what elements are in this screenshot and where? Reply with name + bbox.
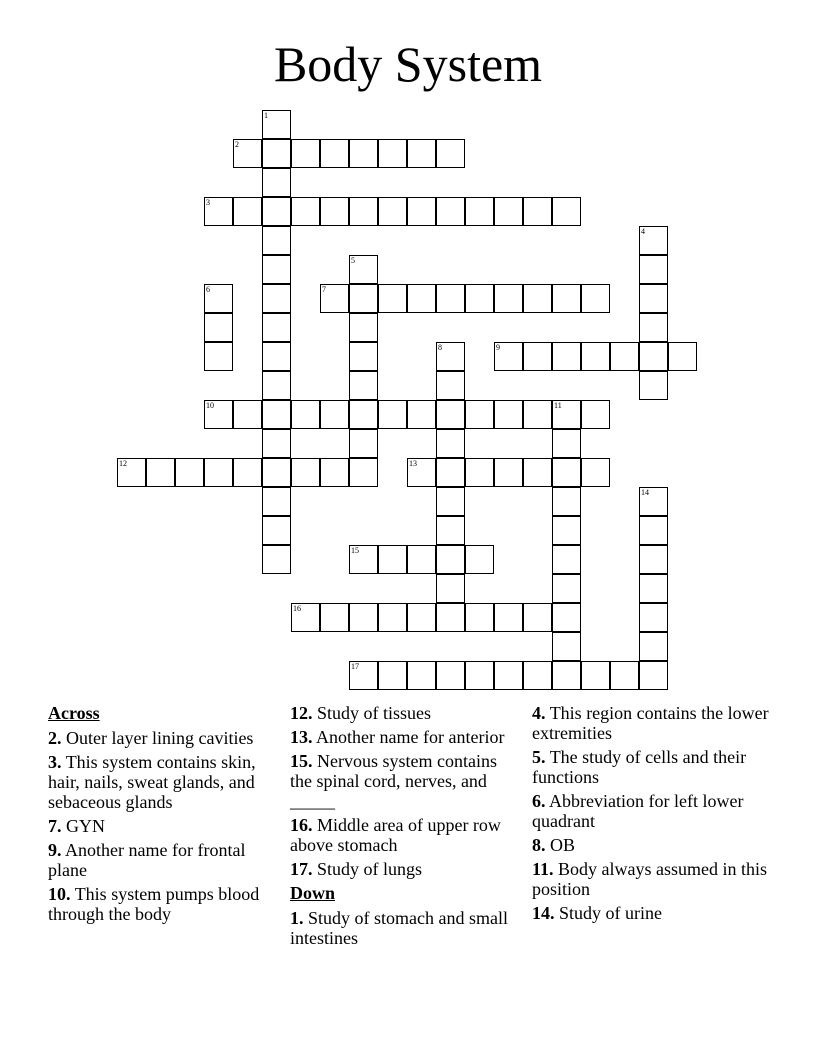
grid-cell[interactable] (378, 661, 407, 690)
grid-cell[interactable] (494, 400, 523, 429)
clue-down-8: 8. OB (532, 835, 576, 855)
grid-cell[interactable] (407, 400, 436, 429)
grid-cell[interactable] (639, 603, 668, 632)
grid-cell[interactable] (262, 371, 291, 400)
grid-cell[interactable] (262, 168, 291, 197)
grid-cell[interactable] (262, 516, 291, 545)
clue-number: 6 (206, 285, 210, 294)
grid-cell[interactable] (523, 603, 552, 632)
grid-cell[interactable] (552, 487, 581, 516)
clue-number: 15 (351, 546, 359, 555)
grid-cell[interactable] (204, 342, 233, 371)
clue-number: 17 (351, 662, 359, 671)
grid-cell[interactable] (291, 139, 320, 168)
grid-cell[interactable] (204, 458, 233, 487)
grid-cell[interactable] (262, 429, 291, 458)
grid-cell[interactable] (378, 197, 407, 226)
clue-down-14: 14. Study of urine (532, 903, 662, 923)
grid-cell[interactable] (175, 458, 204, 487)
grid-cell[interactable] (262, 255, 291, 284)
clue-number: 5 (351, 256, 355, 265)
grid-cell[interactable] (378, 284, 407, 313)
grid-cell[interactable] (639, 342, 668, 371)
clue-across-2: 2. Outer layer lining cavities (48, 728, 254, 748)
grid-cell[interactable] (465, 284, 494, 313)
grid-cell[interactable] (204, 400, 233, 429)
grid-cell[interactable] (349, 661, 378, 690)
grid-cell[interactable] (320, 458, 349, 487)
clue-number: 8 (438, 343, 442, 352)
clue-number: 11 (554, 401, 562, 410)
grid-cell[interactable] (552, 574, 581, 603)
grid-cell[interactable] (610, 342, 639, 371)
clue-column-3 (532, 703, 772, 927)
grid-cell[interactable] (204, 313, 233, 342)
grid-cell[interactable] (552, 516, 581, 545)
grid-cell[interactable] (407, 458, 436, 487)
grid-cell[interactable] (436, 661, 465, 690)
grid-cell[interactable] (262, 284, 291, 313)
grid-cell[interactable] (378, 400, 407, 429)
grid-cell[interactable] (291, 458, 320, 487)
grid-cell[interactable] (494, 197, 523, 226)
down-heading: Down (290, 883, 336, 903)
grid-cell[interactable] (291, 197, 320, 226)
grid-cell[interactable] (639, 313, 668, 342)
grid-cell[interactable] (639, 487, 668, 516)
grid-cell[interactable] (436, 545, 465, 574)
clue-across-15: 15. Nervous system contains the spinal cord, nerves, and _____ (290, 751, 497, 811)
grid-cell[interactable] (349, 458, 378, 487)
grid-cell[interactable] (523, 284, 552, 313)
grid-cell[interactable] (233, 197, 262, 226)
grid-cell[interactable] (552, 458, 581, 487)
grid-cell[interactable] (320, 197, 349, 226)
grid-cell[interactable] (465, 197, 494, 226)
grid-cell[interactable] (436, 197, 465, 226)
grid-cell[interactable] (349, 545, 378, 574)
grid-cell[interactable] (349, 255, 378, 284)
grid-cell[interactable] (552, 603, 581, 632)
grid-cell[interactable] (320, 139, 349, 168)
grid-cell[interactable] (262, 226, 291, 255)
grid-cell[interactable] (552, 429, 581, 458)
grid-cell[interactable] (436, 603, 465, 632)
grid-cell[interactable] (378, 603, 407, 632)
grid-cell[interactable] (233, 400, 262, 429)
grid-cell[interactable] (436, 574, 465, 603)
clue-across-3: 3. This system contains skin, hair, nails, sweat glands, and sebaceous glands (48, 752, 256, 812)
grid-cell[interactable] (639, 516, 668, 545)
grid-cell[interactable] (320, 284, 349, 313)
grid-cell[interactable] (465, 603, 494, 632)
clue-down-1: 1. Study of stomach and small intestines (290, 908, 508, 948)
clue-across-17: 17. Study of lungs (290, 859, 423, 879)
grid-cell[interactable] (436, 139, 465, 168)
grid-cell[interactable] (436, 342, 465, 371)
grid-cell[interactable] (639, 661, 668, 690)
grid-cell[interactable] (494, 661, 523, 690)
grid-cell[interactable] (436, 429, 465, 458)
clue-across-9: 9. Another name for frontal plane (48, 840, 246, 880)
grid-cell[interactable] (552, 661, 581, 690)
grid-cell[interactable] (378, 139, 407, 168)
clue-number: 14 (641, 488, 649, 497)
grid-cell[interactable] (146, 458, 175, 487)
grid-cell[interactable] (523, 342, 552, 371)
grid-cell[interactable] (349, 197, 378, 226)
clue-column-2 (290, 703, 520, 952)
grid-cell[interactable] (610, 661, 639, 690)
grid-cell[interactable] (639, 545, 668, 574)
grid-cell[interactable] (349, 313, 378, 342)
grid-cell[interactable] (436, 400, 465, 429)
grid-cell[interactable] (581, 458, 610, 487)
grid-cell[interactable] (494, 342, 523, 371)
grid-cell[interactable] (581, 284, 610, 313)
grid-cell[interactable] (407, 603, 436, 632)
grid-cell[interactable] (639, 284, 668, 313)
grid-cell[interactable] (262, 342, 291, 371)
grid-cell[interactable] (204, 197, 233, 226)
clue-down-11: 11. Body always assumed in this position (532, 859, 768, 899)
grid-cell[interactable] (320, 603, 349, 632)
grid-cell[interactable] (407, 139, 436, 168)
clue-number: 7 (322, 285, 326, 294)
grid-cell[interactable] (552, 342, 581, 371)
clue-number: 13 (409, 459, 417, 468)
grid-cell[interactable] (436, 371, 465, 400)
clue-number: 1 (264, 111, 268, 120)
grid-cell[interactable] (494, 458, 523, 487)
grid-cell[interactable] (262, 545, 291, 574)
grid-cell[interactable] (581, 342, 610, 371)
grid-cell[interactable] (639, 632, 668, 661)
grid-cell[interactable] (349, 139, 378, 168)
grid-cell[interactable] (523, 661, 552, 690)
grid-cell[interactable] (436, 458, 465, 487)
grid-cell[interactable] (581, 400, 610, 429)
grid-cell[interactable] (233, 458, 262, 487)
grid-cell[interactable] (262, 487, 291, 516)
clue-down-6: 6. Abbreviation for left lower quadrant (532, 791, 744, 831)
clue-across-10: 10. This system pumps blood through the body (48, 884, 260, 924)
grid-cell[interactable] (117, 458, 146, 487)
grid-cell[interactable] (523, 197, 552, 226)
clue-across-12: 12. Study of tissues (290, 703, 432, 723)
grid-cell[interactable] (349, 284, 378, 313)
grid-cell[interactable] (320, 400, 349, 429)
grid-cell[interactable] (262, 313, 291, 342)
clue-number: 10 (206, 401, 214, 410)
grid-cell[interactable] (523, 400, 552, 429)
grid-cell[interactable] (407, 197, 436, 226)
clue-down-4: 4. This region contains the lower extremities (532, 703, 769, 743)
grid-cell[interactable] (262, 197, 291, 226)
clue-across-16: 16. Middle area of upper row above stomach (290, 815, 501, 855)
grid-cell[interactable] (465, 458, 494, 487)
grid-cell[interactable] (378, 545, 407, 574)
grid-cell[interactable] (494, 284, 523, 313)
grid-cell[interactable] (204, 284, 233, 313)
grid-cell[interactable] (639, 574, 668, 603)
grid-cell[interactable] (494, 603, 523, 632)
grid-cell[interactable] (668, 342, 697, 371)
grid-cell[interactable] (465, 545, 494, 574)
grid-cell[interactable] (233, 139, 262, 168)
puzzle-title: Body System (273, 36, 543, 92)
grid-cell[interactable] (407, 545, 436, 574)
grid-cell[interactable] (407, 661, 436, 690)
grid-cell[interactable] (552, 632, 581, 661)
grid-cell[interactable] (552, 197, 581, 226)
grid-cell[interactable] (639, 371, 668, 400)
clue-number: 9 (496, 343, 500, 352)
grid-cell[interactable] (552, 284, 581, 313)
grid-cell[interactable] (291, 603, 320, 632)
grid-cell[interactable] (552, 400, 581, 429)
clue-column-1 (48, 703, 273, 928)
grid-cell[interactable] (436, 487, 465, 516)
grid-cell[interactable] (349, 400, 378, 429)
grid-cell[interactable] (436, 516, 465, 545)
clue-across-13: 13. Another name for anterior (290, 727, 505, 747)
grid-cell[interactable] (262, 139, 291, 168)
grid-cell[interactable] (581, 661, 610, 690)
grid-cell[interactable] (262, 400, 291, 429)
grid-cell[interactable] (349, 342, 378, 371)
clue-down-5: 5. The study of cells and their functions (532, 747, 747, 787)
grid-cell[interactable] (262, 458, 291, 487)
clue-across-7: 7. GYN (48, 816, 105, 836)
clue-number: 3 (206, 198, 210, 207)
grid-cell[interactable] (349, 429, 378, 458)
across-heading: Across (48, 703, 100, 723)
clue-number: 16 (293, 604, 301, 613)
grid-cell[interactable] (639, 226, 668, 255)
grid-cell[interactable] (262, 110, 291, 139)
grid-cell[interactable] (349, 371, 378, 400)
clue-number: 12 (119, 459, 127, 468)
grid-cell[interactable] (349, 603, 378, 632)
grid-cell[interactable] (465, 400, 494, 429)
grid-cell[interactable] (639, 255, 668, 284)
grid-cell[interactable] (291, 400, 320, 429)
grid-cell[interactable] (465, 661, 494, 690)
grid-cell[interactable] (552, 545, 581, 574)
clue-number: 4 (641, 227, 645, 236)
grid-cell[interactable] (523, 458, 552, 487)
grid-cell[interactable] (407, 284, 436, 313)
clue-number: 2 (235, 140, 239, 149)
grid-cell[interactable] (436, 284, 465, 313)
